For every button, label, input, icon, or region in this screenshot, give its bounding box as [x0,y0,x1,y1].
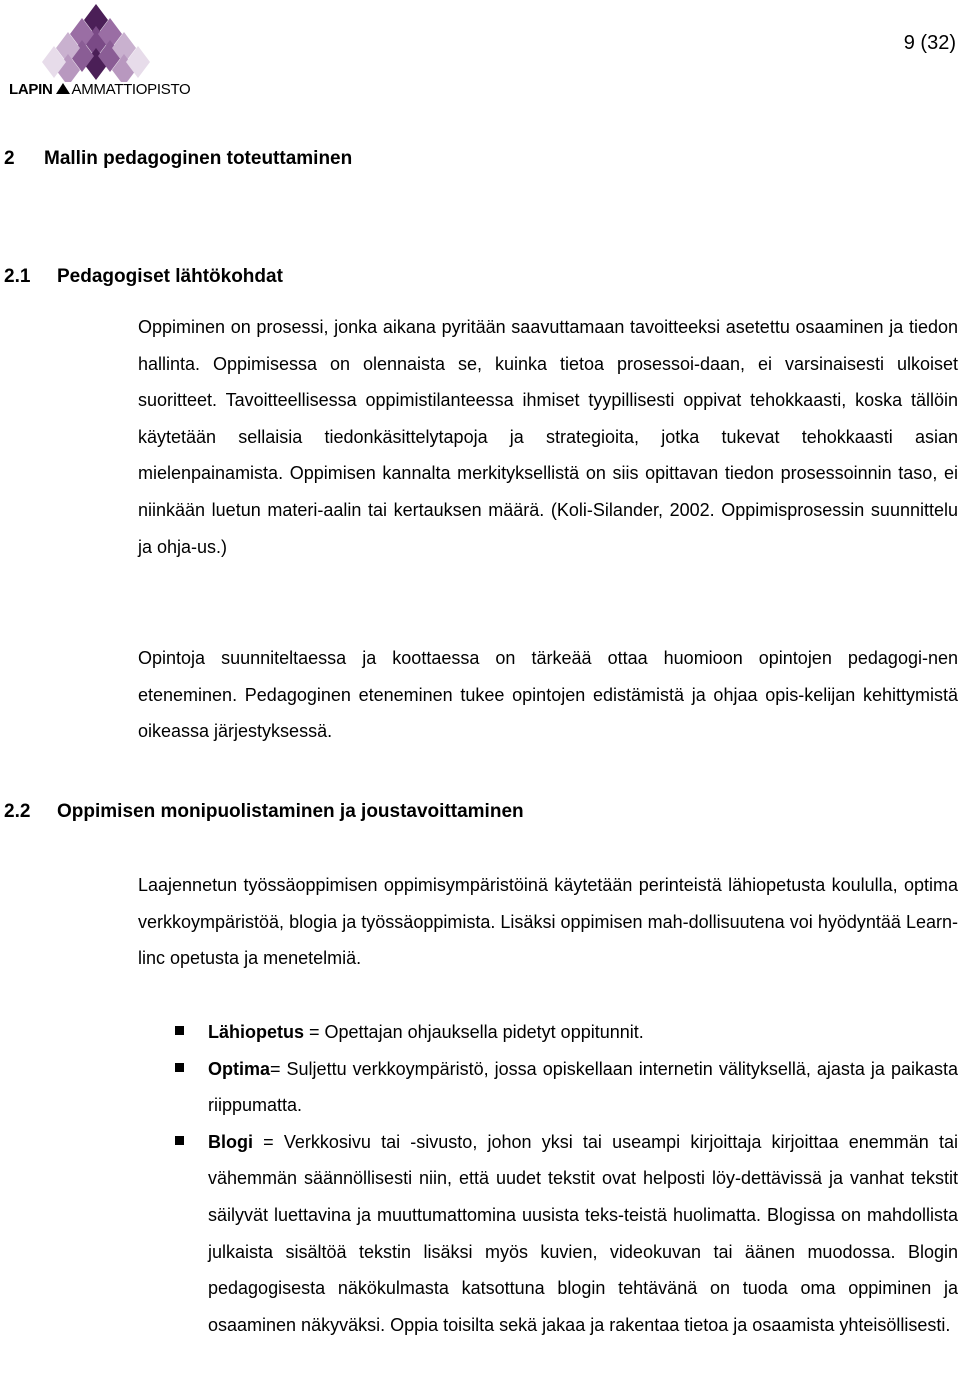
paragraph-pedagogic-progress: Opintoja suunniteltaessa ja koottaessa on tärkeää ottaa huomioon opintojen pedagogi-nen eteneminen. Pedagoginen eteneminen tukee opintojen edistämistä ja ohjaa opis-kelijan kehittymistä oikeassa järjestyksessä. [138,648,958,742]
logo [6,2,191,98]
list-item-text: = Suljettu verkkoympäristö, jossa opiskellaan internetin välityksellä, ajasta ja paikasta riippumatta. [208,1058,958,1116]
logo-triangle-icon [56,83,70,94]
heading-title: Mallin pedagoginen toteuttaminen [44,148,353,169]
logo-wordmark [9,81,190,98]
paragraph-learning-process: Oppiminen on prosessi, jonka aikana pyritään saavuttamaan tavoitteeksi asetettu osaaminen ja tiedon hallinta. Oppimisessa on olennaista se, kuinka tietoa prosessoi-daan, ei varsinaisesti ulkoiset suoritteet. Tavoitteellisessa oppimistilanteessa ihmiset tyypillisesti oppivat tehokkaasti, koska tällöin käytetään sellaisia tiedonkäsittelytapoja ja strategioita, jotka tukevat tehokkaasti asian mielenpainamista. Oppimisen kannalta merkityksellistä on siis opittavan tiedon prosessoinnin taso, ei niinkään luetun materi-aalin tai kertauksen määrä. (Koli-Silander, 2002. Oppimisprosessin suunnittelu ja ohja-us.) [138,317,958,557]
heading-number: 2 [4,148,15,169]
list-item [208,1014,958,1051]
list-item-term: Lähiopetus [208,1022,305,1042]
list-item-text: = Opettajan ohjauksella pidetyt oppitunnit. [304,1022,644,1042]
heading-section-2 [4,148,352,170]
list-item-term: Optima [208,1058,271,1079]
heading-section-2-2 [4,801,524,823]
logo-brand: LAPIN [9,81,53,98]
paragraph-learning-environments: Laajennetun työssäoppimisen oppimisympäristöinä käytetään perinteistä lähiopetusta koululla, optima verkkoympäristöä, blogia ja työssäoppimista. Lisäksi oppimisen mah-dollisuutena voi hyödyntää Learn-linc opetusta ja menetelmiä. [138,875,958,969]
lotus-logo-icon [6,2,186,82]
list-item [208,1124,958,1344]
heading-section-2-1 [4,266,283,288]
heading-number: 2.1 [4,266,31,287]
list-item-text: = Verkkosivu tai -sivusto, johon yksi tai useampi kirjoittaja kirjoittaa enemmän tai vähemmän säännöllisesti niin, että uudet tekstit ovat helposti löy-dettävissä ja vanhat tekstit säilyvät luettavina ja muuttumattomina uusista teks-teistä huolimatta. Blogissa on mahdollista julkaista sisältöä tekstin lisäksi myös kuvien, videokuvan tai äänen muodossa. Blogin pedagogisesta näkökulmasta katsottuna blogin tehtävänä on tuoda oma oppiminen ja osaaminen näkyväksi. Oppia toisilta sekä jakaa ja rakentaa tietoa ja osaamista yhteisöllisesti. [208,1131,958,1335]
list-item-term: Blogi [208,1131,253,1152]
heading-title: Oppimisen monipuolistaminen ja joustavoittaminen [57,801,524,822]
page-number: 9 (32) [903,32,956,54]
environment-list [208,1014,958,1343]
heading-number: 2.2 [4,801,31,822]
heading-title: Pedagogiset lähtökohdat [57,266,283,287]
list-item [208,1051,958,1124]
logo-name: AMMATTIOPISTO [71,81,191,98]
